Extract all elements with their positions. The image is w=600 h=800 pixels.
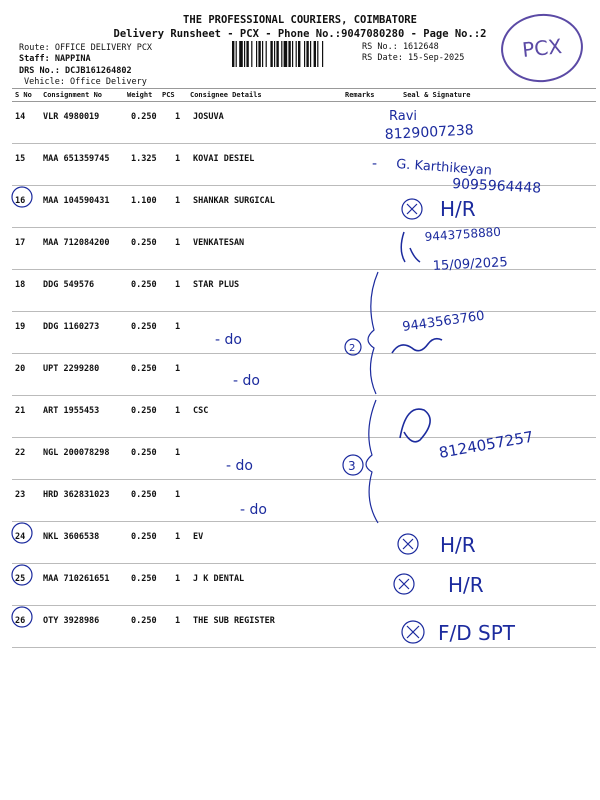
hw-r22-note: - do	[226, 458, 253, 474]
pieces-count: 1	[175, 112, 181, 122]
consignment-number: ART 1955453	[43, 406, 100, 416]
consignee-name: STAR PLUS	[193, 280, 240, 290]
barcode-bar	[317, 41, 318, 67]
pieces-count: 1	[175, 154, 181, 164]
table-row	[12, 143, 596, 186]
serial-number: 22	[15, 448, 26, 458]
consignment-number: NKL 3606538	[43, 532, 100, 542]
pieces-count: 1	[175, 448, 181, 458]
pieces-count: 1	[175, 196, 181, 206]
table-row	[12, 395, 596, 438]
consignee-name: JOSUVA	[193, 112, 224, 122]
barcode-bar	[281, 41, 282, 67]
barcode-bar	[239, 41, 243, 67]
hw-r15-phone: 9095964448	[451, 176, 542, 197]
table-row	[12, 605, 596, 648]
col-weight: Weight	[127, 91, 153, 99]
consignment-number: MAA 712084200	[43, 238, 110, 248]
consignment-number: OTY 3928986	[43, 616, 100, 626]
hw-r23-note: - do	[240, 502, 267, 518]
hw-r15-dash: -	[372, 156, 378, 172]
hw-r17-date: 15/09/2025	[432, 255, 509, 274]
barcode-bar	[292, 41, 293, 67]
consignment-number: DDG 1160273	[43, 322, 100, 332]
serial-number: 23	[15, 490, 26, 500]
hw-group2-phone: 8124057257	[437, 427, 535, 462]
barcode-bar	[258, 41, 260, 67]
hw-r15-name: G. Karthikeyan	[395, 157, 493, 179]
consignment-number: HRD 362831023	[43, 490, 110, 500]
serial-number: 17	[15, 238, 26, 248]
weight-value: 0.250	[131, 616, 157, 626]
table-row	[12, 563, 596, 606]
pieces-count: 1	[175, 364, 181, 374]
serial-number: 26	[15, 616, 26, 626]
pcx-stamp: PCX	[498, 10, 587, 86]
pieces-count: 1	[175, 406, 181, 416]
table-row	[12, 101, 596, 144]
barcode-bar	[306, 41, 308, 67]
serial-number: 20	[15, 364, 26, 374]
barcode-bar	[310, 41, 311, 67]
pieces-count: 1	[175, 616, 181, 626]
table-row	[12, 224, 596, 270]
hw-r14-phone: 8129007238	[384, 122, 475, 143]
barcode-bar	[262, 41, 263, 67]
col-consignment: Consignment No	[43, 91, 103, 99]
barcode-bar	[266, 41, 267, 67]
col-sno: S No	[15, 91, 32, 99]
serial-number: 25	[15, 574, 26, 584]
col-pcs: PCS	[162, 91, 175, 99]
consignment-number: NGL 200078298	[43, 448, 110, 458]
serial-number: 14	[15, 112, 26, 122]
consignment-number: DDG 549576	[43, 280, 95, 290]
barcode-bar	[274, 41, 275, 67]
consignment-number: UPT 2299280	[43, 364, 100, 374]
table-row	[12, 479, 596, 522]
company-title: THE PROFESSIONAL COURIERS, COIMBATORE	[183, 14, 417, 26]
weight-value: 0.250	[131, 490, 157, 500]
barcode-bar	[304, 41, 305, 67]
barcode-bar	[298, 41, 300, 67]
rs-number: RS No.: 1612648	[362, 42, 439, 52]
barcode-bar	[296, 41, 297, 67]
rs-date: RS Date: 15-Sep-2025	[362, 53, 465, 63]
consignee-name: EV	[193, 532, 204, 542]
rs-info	[362, 42, 464, 64]
barcode-bar	[284, 41, 288, 67]
staff-label: Staff: NAPPINA	[19, 54, 91, 64]
pieces-count: 1	[175, 322, 181, 332]
pieces-count: 1	[175, 574, 181, 584]
barcode-bar	[314, 41, 316, 67]
consignment-number: VLR 4980019	[43, 112, 100, 122]
consignee-name: SHANKAR SURGICAL	[193, 196, 275, 206]
hw-r17-phone: 9443758880	[424, 224, 502, 244]
vehicle-label: Vehicle: Office Delivery	[24, 77, 147, 87]
serial-number: 19	[15, 322, 26, 332]
hw-group1-count: 2	[349, 343, 356, 354]
barcode	[232, 41, 356, 67]
weight-value: 1.325	[131, 154, 157, 164]
consignee-name: THE SUB REGISTER	[193, 616, 275, 626]
weight-value: 1.100	[131, 196, 157, 206]
weight-value: 0.250	[131, 364, 157, 374]
barcode-bar	[256, 41, 257, 67]
table-row	[12, 185, 596, 228]
weight-value: 0.250	[131, 112, 157, 122]
table-row	[12, 353, 596, 396]
serial-number: 18	[15, 280, 26, 290]
serial-number: 15	[15, 154, 26, 164]
table-row	[12, 521, 596, 564]
barcode-bar	[236, 41, 237, 67]
hw-r14-name: Ravi	[389, 109, 418, 124]
consignment-number: MAA 651359745	[43, 154, 110, 164]
weight-value: 0.250	[131, 448, 157, 458]
serial-number: 21	[15, 406, 26, 416]
table-header	[12, 88, 596, 102]
weight-value: 0.250	[131, 574, 157, 584]
consignee-name: J K DENTAL	[193, 574, 245, 584]
col-remarks: Remarks	[345, 91, 375, 99]
route-label: Route: OFFICE DELIVERY PCX	[19, 43, 153, 53]
hw-group1-phone: 9443563760	[401, 308, 486, 335]
weight-value: 0.250	[131, 238, 157, 248]
table-row	[12, 308, 596, 354]
hw-group2-count: 3	[348, 459, 356, 473]
hw-r24-mark: H/R	[440, 533, 476, 557]
consignee-name: VENKATESAN	[193, 238, 245, 248]
serial-number: 16	[15, 196, 26, 206]
weight-value: 0.250	[131, 532, 157, 542]
consignment-number: MAA 710261651	[43, 574, 110, 584]
barcode-bar	[251, 41, 252, 67]
pieces-count: 1	[175, 280, 181, 290]
consignee-name: CSC	[193, 406, 209, 416]
hw-r16-mark: H/R	[440, 197, 476, 221]
barcode-bar	[276, 41, 278, 67]
consignment-number: MAA 104590431	[43, 196, 110, 206]
hw-r19-note: - do	[215, 332, 242, 348]
serial-number: 24	[15, 532, 26, 542]
col-consignee: Consignee Details	[190, 91, 262, 99]
weight-value: 0.250	[131, 280, 157, 290]
col-seal-signature: Seal & Signature	[403, 91, 471, 99]
barcode-bar	[322, 41, 323, 67]
barcode-bar	[270, 41, 272, 67]
barcode-bar	[232, 41, 234, 67]
hw-r20-note: - do	[233, 373, 260, 389]
hw-r25-mark: H/R	[448, 573, 484, 597]
barcode-bar	[288, 41, 290, 67]
table-row	[12, 437, 596, 480]
runsheet-title: Delivery Runsheet - PCX - Phone No.:9047080280 - Page No.:2	[113, 28, 487, 40]
drs-number: DRS No.: DCJB161264802	[19, 66, 132, 76]
barcode-bar	[246, 41, 248, 67]
pieces-count: 1	[175, 238, 181, 248]
barcode-bar	[244, 41, 245, 67]
consignee-name: KOVAI DESIEL	[193, 154, 255, 164]
weight-value: 0.250	[131, 406, 157, 416]
weight-value: 0.250	[131, 322, 157, 332]
table-row	[12, 269, 596, 312]
hw-r26-mark: F/D SPT	[438, 621, 515, 645]
pieces-count: 1	[175, 490, 181, 500]
pieces-count: 1	[175, 532, 181, 542]
